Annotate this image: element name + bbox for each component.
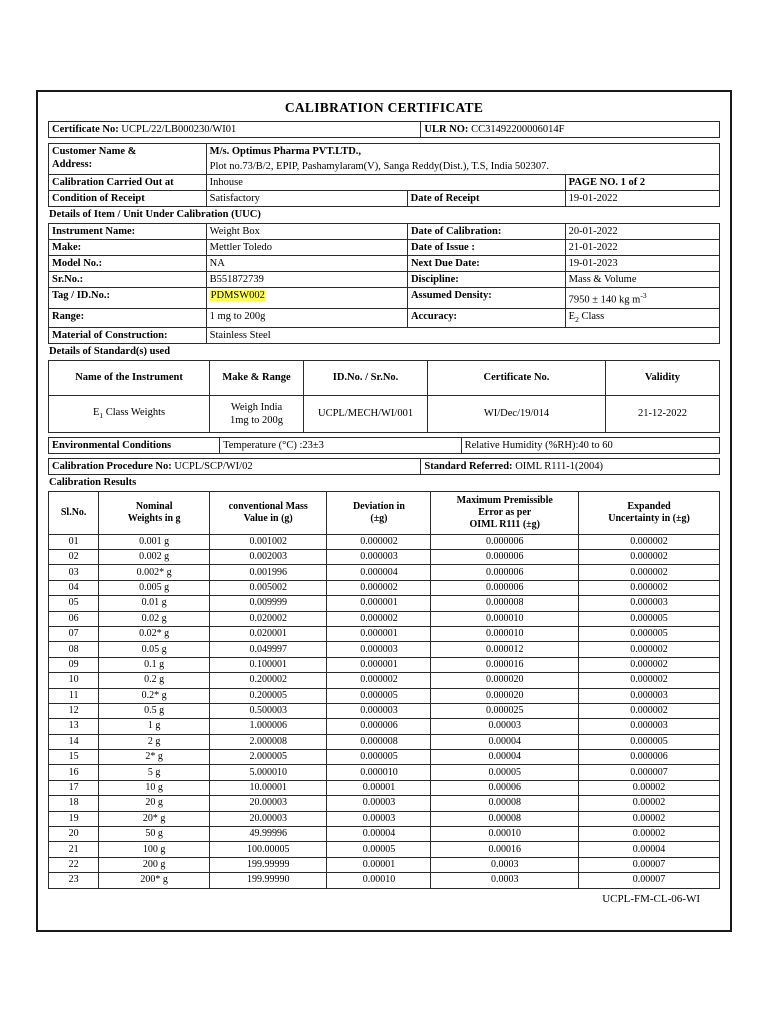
temperature-value: Temperature (°C) :23±3 xyxy=(220,437,462,453)
calibration-carried-out-value: Inhouse xyxy=(206,175,565,191)
results-sl-no: 23 xyxy=(49,873,99,888)
results-sl-no: 14 xyxy=(49,734,99,749)
results-column-header-line: Deviation in xyxy=(352,500,405,512)
results-expanded-uncertainty: 0.00002 xyxy=(579,811,720,826)
standards-column-header: Make & Range xyxy=(210,360,304,395)
results-column-header-line: Uncertainty in (±g) xyxy=(608,512,690,524)
standard-class-letter: E xyxy=(92,406,100,418)
date-of-receipt-value: 19-01-2022 xyxy=(565,191,719,207)
uuc-label-right: Accuracy: xyxy=(407,308,565,327)
results-nominal-weight: 0.02 g xyxy=(99,611,210,626)
results-deviation: 0.000003 xyxy=(327,703,431,718)
results-deviation: 0.000005 xyxy=(327,688,431,703)
standards-column-header: ID.No. / Sr.No. xyxy=(303,360,427,395)
results-nominal-weight: 0.1 g xyxy=(99,657,210,672)
standard-make-range xyxy=(210,395,304,432)
results-sl-no: 02 xyxy=(49,549,99,564)
environmental-conditions-label: Environmental Conditions xyxy=(49,437,220,453)
table-row xyxy=(49,240,720,256)
calibration-procedure-value: UCPL/SCP/WI/02 xyxy=(174,460,253,472)
results-column-header xyxy=(49,491,99,534)
certificate-number-table xyxy=(48,121,720,138)
results-max-permissible-error: 0.000020 xyxy=(431,673,579,688)
results-column-header xyxy=(99,491,210,534)
results-conventional-mass: 0.200005 xyxy=(210,688,327,703)
table-row xyxy=(49,191,720,207)
results-sl-no: 05 xyxy=(49,596,99,611)
customer-name-cell xyxy=(206,144,719,160)
results-sl-no: 22 xyxy=(49,857,99,872)
certificate-no-value: UCPL/22/LB000230/WI01 xyxy=(121,124,237,135)
table-row xyxy=(49,765,720,780)
standards-column-header: Validity xyxy=(605,360,719,395)
table-row xyxy=(49,780,720,795)
results-nominal-weight: 0.002* g xyxy=(99,565,210,580)
table-row xyxy=(49,534,720,549)
results-expanded-uncertainty: 0.000002 xyxy=(579,657,720,672)
uuc-value-right: Mass & Volume xyxy=(565,272,719,288)
uuc-table xyxy=(48,223,720,344)
table-row xyxy=(49,580,720,595)
results-conventional-mass: 199.99999 xyxy=(210,857,327,872)
table-row xyxy=(49,857,720,872)
uuc-value: Weight Box xyxy=(206,224,407,240)
results-conventional-mass: 5.000010 xyxy=(210,765,327,780)
results-max-permissible-error: 0.00005 xyxy=(431,765,579,780)
results-conventional-mass: 199.99990 xyxy=(210,873,327,888)
results-deviation: 0.000002 xyxy=(327,611,431,626)
results-section-title: Calibration Results xyxy=(49,476,137,488)
results-column-header xyxy=(327,491,431,534)
results-conventional-mass: 10.00001 xyxy=(210,780,327,795)
results-expanded-uncertainty: 0.000007 xyxy=(579,765,720,780)
results-sl-no: 11 xyxy=(49,688,99,703)
results-nominal-weight: 0.002 g xyxy=(99,549,210,564)
table-row xyxy=(49,224,720,240)
results-conventional-mass: 20.00003 xyxy=(210,811,327,826)
results-column-header xyxy=(579,491,720,534)
results-sl-no: 16 xyxy=(49,765,99,780)
results-nominal-weight: 0.5 g xyxy=(99,703,210,718)
uuc-label-right: Date of Calibration: xyxy=(407,224,565,240)
uuc-value-right: 20-01-2022 xyxy=(565,224,719,240)
standards-section-title: Details of Standard(s) used xyxy=(49,345,171,357)
results-sl-no: 03 xyxy=(49,565,99,580)
page-no-value: PAGE NO. 1 of 2 xyxy=(565,175,719,191)
results-column-header-line: Maximum Premissible xyxy=(456,494,553,506)
results-column-header-line: Weights in g xyxy=(127,512,181,524)
customer-name-label: Customer Name & xyxy=(52,146,137,157)
results-max-permissible-error: 0.000008 xyxy=(431,596,579,611)
results-nominal-weight: 0.05 g xyxy=(99,642,210,657)
calibration-results-table xyxy=(48,491,720,889)
results-sl-no: 12 xyxy=(49,703,99,718)
table-row xyxy=(49,734,720,749)
results-nominal-weight: 0.001 g xyxy=(99,534,210,549)
results-expanded-uncertainty: 0.000002 xyxy=(579,580,720,595)
results-nominal-weight: 0.005 g xyxy=(99,580,210,595)
results-deviation: 0.000002 xyxy=(327,580,431,595)
uuc-label-right: Date of Issue : xyxy=(407,240,565,256)
results-expanded-uncertainty: 0.00007 xyxy=(579,873,720,888)
results-conventional-mass: 0.020002 xyxy=(210,611,327,626)
results-sl-no: 20 xyxy=(49,827,99,842)
environmental-conditions-table xyxy=(48,437,720,454)
uuc-value: NA xyxy=(206,256,407,272)
calibration-procedure-cell xyxy=(49,458,421,474)
results-deviation: 0.000004 xyxy=(327,565,431,580)
results-expanded-uncertainty: 0.000003 xyxy=(579,596,720,611)
results-expanded-uncertainty: 0.000003 xyxy=(579,688,720,703)
results-max-permissible-error: 0.000016 xyxy=(431,657,579,672)
customer-address-cell xyxy=(206,159,719,175)
results-max-permissible-error: 0.000012 xyxy=(431,642,579,657)
table-row xyxy=(49,611,720,626)
results-conventional-mass: 2.000008 xyxy=(210,734,327,749)
certificate-page xyxy=(36,90,732,932)
calibration-carried-out-label: Calibration Carried Out at xyxy=(49,175,207,191)
assumed-density-value: 7950 ± 140 kg m xyxy=(568,294,641,306)
table-row xyxy=(49,288,720,309)
table-row xyxy=(49,458,720,474)
uuc-value-right: 19-01-2023 xyxy=(565,256,719,272)
results-deviation: 0.00004 xyxy=(327,827,431,842)
results-max-permissible-error: 0.000006 xyxy=(431,534,579,549)
assumed-density-exponent: -3 xyxy=(640,291,647,300)
table-row xyxy=(49,811,720,826)
table-row xyxy=(49,842,720,857)
uuc-label: Sr.No.: xyxy=(49,272,207,288)
results-deviation: 0.000003 xyxy=(327,642,431,657)
results-nominal-weight: 0.2 g xyxy=(99,673,210,688)
results-sl-no: 09 xyxy=(49,657,99,672)
results-nominal-weight: 0.01 g xyxy=(99,596,210,611)
results-column-header xyxy=(431,491,579,534)
table-header-row xyxy=(49,360,720,395)
uuc-label: Instrument Name: xyxy=(49,224,207,240)
results-conventional-mass: 0.005002 xyxy=(210,580,327,595)
table-row xyxy=(49,549,720,564)
results-deviation: 0.000008 xyxy=(327,734,431,749)
uuc-value: Mettler Toledo xyxy=(206,240,407,256)
accuracy-class-subscript: 2 xyxy=(575,314,579,324)
results-sl-no: 19 xyxy=(49,811,99,826)
results-nominal-weight: 20* g xyxy=(99,811,210,826)
results-column-header-line: Error as per xyxy=(478,506,532,518)
results-deviation: 0.000001 xyxy=(327,626,431,641)
results-max-permissible-error: 0.000020 xyxy=(431,688,579,703)
results-conventional-mass: 0.200002 xyxy=(210,673,327,688)
results-conventional-mass: 1.000006 xyxy=(210,719,327,734)
table-row xyxy=(49,437,720,453)
standard-class-suffix: Class Weights xyxy=(103,406,166,418)
results-sl-no: 13 xyxy=(49,719,99,734)
results-conventional-mass: 0.049997 xyxy=(210,642,327,657)
results-deviation: 0.000003 xyxy=(327,549,431,564)
condition-of-receipt-label: Condition of Receipt xyxy=(49,191,207,207)
calibration-procedure-label: Calibration Procedure No: xyxy=(52,460,172,472)
results-conventional-mass: 49.99996 xyxy=(210,827,327,842)
accuracy-class-letter: E xyxy=(568,310,576,322)
results-max-permissible-error: 0.00006 xyxy=(431,780,579,795)
uuc-label: Make: xyxy=(49,240,207,256)
standard-referred-cell xyxy=(421,458,720,474)
results-conventional-mass: 0.009999 xyxy=(210,596,327,611)
uuc-label-right: Assumed Density: xyxy=(407,288,565,309)
standards-column-header: Name of the Instrument xyxy=(49,360,210,395)
results-expanded-uncertainty: 0.000005 xyxy=(579,626,720,641)
results-max-permissible-error: 0.000006 xyxy=(431,580,579,595)
results-max-permissible-error: 0.00008 xyxy=(431,811,579,826)
table-row xyxy=(49,703,720,718)
results-expanded-uncertainty: 0.000006 xyxy=(579,750,720,765)
table-header-row xyxy=(49,491,720,534)
results-expanded-uncertainty: 0.000002 xyxy=(579,703,720,718)
results-deviation: 0.000002 xyxy=(327,673,431,688)
results-expanded-uncertainty: 0.000002 xyxy=(579,534,720,549)
results-max-permissible-error: 0.00003 xyxy=(431,719,579,734)
results-expanded-uncertainty: 0.000002 xyxy=(579,642,720,657)
results-max-permissible-error: 0.000025 xyxy=(431,703,579,718)
uuc-label-right: Next Due Date: xyxy=(407,256,565,272)
results-expanded-uncertainty: 0.000005 xyxy=(579,734,720,749)
standard-range: 1mg to 200g xyxy=(229,414,284,426)
results-nominal-weight: 200 g xyxy=(99,857,210,872)
procedure-table xyxy=(48,458,720,475)
results-nominal-weight: 200* g xyxy=(99,873,210,888)
table-row xyxy=(49,673,720,688)
results-sl-no: 21 xyxy=(49,842,99,857)
uuc-section-title: Details of Item / Unit Under Calibration (UUC) xyxy=(49,209,261,220)
results-deviation: 0.000010 xyxy=(327,765,431,780)
results-max-permissible-error: 0.00010 xyxy=(431,827,579,842)
results-column-header-line: (±g) xyxy=(370,512,388,524)
table-row xyxy=(49,719,720,734)
table-row xyxy=(49,873,720,888)
results-nominal-weight: 0.02* g xyxy=(99,626,210,641)
uuc-value: B551872739 xyxy=(206,272,407,288)
results-nominal-weight: 20 g xyxy=(99,796,210,811)
customer-address-value: Plot no.73/B/2, EPIP, Pashamylaram(V), Sanga Reddy(Dist.), T.S, India 502307. xyxy=(209,161,550,172)
form-code: UCPL-FM-CL-06-WI xyxy=(602,892,700,905)
page-title: CALIBRATION CERTIFICATE xyxy=(284,100,484,115)
table-row xyxy=(49,657,720,672)
uuc-value-right xyxy=(565,308,719,327)
uuc-value-right xyxy=(565,288,719,309)
certificate-no-label: Certificate No: xyxy=(52,124,119,135)
uuc-label: Material of Construction: xyxy=(49,327,207,343)
uuc-label: Model No.: xyxy=(49,256,207,272)
results-expanded-uncertainty: 0.000003 xyxy=(579,719,720,734)
results-nominal-weight: 2 g xyxy=(99,734,210,749)
results-max-permissible-error: 0.000010 xyxy=(431,626,579,641)
results-nominal-weight: 50 g xyxy=(99,827,210,842)
table-row xyxy=(49,175,720,191)
date-of-receipt-label: Date of Receipt xyxy=(407,191,565,206)
results-deviation: 0.000002 xyxy=(327,534,431,549)
ulr-no-label: ULR NO: xyxy=(424,124,469,135)
results-sl-no: 04 xyxy=(49,580,99,595)
results-sl-no: 10 xyxy=(49,673,99,688)
standard-validity: 21-12-2022 xyxy=(605,395,719,432)
results-column-header-line: Expanded xyxy=(627,500,671,512)
results-expanded-uncertainty: 0.00002 xyxy=(579,796,720,811)
table-row xyxy=(49,144,720,160)
standard-make: Weigh India xyxy=(230,401,283,413)
results-max-permissible-error: 0.00004 xyxy=(431,734,579,749)
results-nominal-weight: 0.2* g xyxy=(99,688,210,703)
uuc-label: Range: xyxy=(49,308,207,327)
customer-label-cell xyxy=(49,144,207,175)
results-expanded-uncertainty: 0.00002 xyxy=(579,827,720,842)
results-expanded-uncertainty: 0.00007 xyxy=(579,857,720,872)
results-nominal-weight: 5 g xyxy=(99,765,210,780)
results-sl-no: 06 xyxy=(49,611,99,626)
results-deviation: 0.000001 xyxy=(327,596,431,611)
customer-name-value: M/s. Optimus Pharma PVT.LTD., xyxy=(209,146,362,157)
results-max-permissible-error: 0.00008 xyxy=(431,796,579,811)
condition-of-receipt-value: Satisfactory xyxy=(209,193,260,204)
table-row xyxy=(49,642,720,657)
results-conventional-mass: 100.00005 xyxy=(210,842,327,857)
customer-table xyxy=(48,143,720,207)
results-max-permissible-error: 0.00016 xyxy=(431,842,579,857)
results-conventional-mass: 0.001002 xyxy=(210,534,327,549)
results-max-permissible-error: 0.000010 xyxy=(431,611,579,626)
table-row xyxy=(49,827,720,842)
results-conventional-mass: 0.002003 xyxy=(210,549,327,564)
tag-id-highlighted-value: PDMSW002 xyxy=(210,290,265,301)
standard-class-subscript: 1 xyxy=(99,410,104,420)
results-nominal-weight: 2* g xyxy=(99,750,210,765)
results-column-header xyxy=(210,491,327,534)
ulr-no-value: CC31492200006014F xyxy=(471,124,565,135)
uuc-label: Tag / ID.No.: xyxy=(49,288,207,309)
standards-table xyxy=(48,360,720,433)
results-column-header-line: Nominal xyxy=(135,500,173,512)
results-expanded-uncertainty: 0.00002 xyxy=(579,780,720,795)
standard-instrument-name xyxy=(49,395,210,432)
table-row xyxy=(49,626,720,641)
table-row xyxy=(49,308,720,327)
standard-id-no: UCPL/MECH/WI/001 xyxy=(303,395,427,432)
uuc-label-right: Discipline: xyxy=(407,272,565,288)
results-expanded-uncertainty: 0.000002 xyxy=(579,565,720,580)
table-row xyxy=(49,327,720,343)
standards-column-header: Certificate No. xyxy=(428,360,606,395)
results-max-permissible-error: 0.000006 xyxy=(431,565,579,580)
certificate-no-cell xyxy=(49,122,421,138)
results-conventional-mass: 0.500003 xyxy=(210,703,327,718)
table-row xyxy=(49,596,720,611)
results-nominal-weight: 100 g xyxy=(99,842,210,857)
uuc-value-right: 21-01-2022 xyxy=(565,240,719,256)
standard-referred-label: Standard Referred: xyxy=(424,460,513,472)
results-expanded-uncertainty: 0.000005 xyxy=(579,611,720,626)
results-max-permissible-error: 0.0003 xyxy=(431,873,579,888)
table-row xyxy=(49,796,720,811)
results-sl-no: 18 xyxy=(49,796,99,811)
results-deviation: 0.000001 xyxy=(327,657,431,672)
results-max-permissible-error: 0.00004 xyxy=(431,750,579,765)
results-column-header-line: conventional Mass xyxy=(228,500,308,512)
results-deviation: 0.00005 xyxy=(327,842,431,857)
results-column-header-line: Sl.No. xyxy=(60,506,87,518)
uuc-value: Stainless Steel xyxy=(206,327,719,343)
results-sl-no: 01 xyxy=(49,534,99,549)
accuracy-class-suffix: Class xyxy=(578,310,605,322)
results-conventional-mass: 0.001996 xyxy=(210,565,327,580)
table-row xyxy=(49,272,720,288)
results-deviation: 0.00003 xyxy=(327,811,431,826)
results-deviation: 0.00001 xyxy=(327,857,431,872)
results-column-header-line: OIML R111 (±g) xyxy=(469,518,540,530)
results-sl-no: 15 xyxy=(49,750,99,765)
results-conventional-mass: 0.100001 xyxy=(210,657,327,672)
table-row xyxy=(49,565,720,580)
ulr-no-cell xyxy=(421,122,720,138)
results-sl-no: 17 xyxy=(49,780,99,795)
results-conventional-mass: 20.00003 xyxy=(210,796,327,811)
results-column-header-line: Value in (g) xyxy=(243,512,293,524)
table-row xyxy=(49,750,720,765)
results-expanded-uncertainty: 0.00004 xyxy=(579,842,720,857)
results-expanded-uncertainty: 0.000002 xyxy=(579,549,720,564)
results-sl-no: 08 xyxy=(49,642,99,657)
table-row xyxy=(49,395,720,432)
results-conventional-mass: 0.020001 xyxy=(210,626,327,641)
customer-address-label: Address: xyxy=(52,159,93,170)
uuc-value: 1 mg to 200g xyxy=(206,308,407,327)
results-expanded-uncertainty: 0.000002 xyxy=(579,673,720,688)
table-row xyxy=(49,256,720,272)
table-row xyxy=(49,122,720,138)
humidity-value: Relative Humidity (%RH):40 to 60 xyxy=(461,437,719,453)
results-nominal-weight: 1 g xyxy=(99,719,210,734)
standard-referred-value: OIML R111-1(2004) xyxy=(515,460,603,472)
uuc-value xyxy=(206,288,407,309)
results-max-permissible-error: 0.0003 xyxy=(431,857,579,872)
results-sl-no: 07 xyxy=(49,626,99,641)
condition-receipt-split-cell xyxy=(206,191,565,207)
results-conventional-mass: 2.000005 xyxy=(210,750,327,765)
results-max-permissible-error: 0.000006 xyxy=(431,549,579,564)
results-deviation: 0.00003 xyxy=(327,796,431,811)
standard-certificate-no: WI/Dec/19/014 xyxy=(428,395,606,432)
results-deviation: 0.000005 xyxy=(327,750,431,765)
results-nominal-weight: 10 g xyxy=(99,780,210,795)
table-row xyxy=(49,688,720,703)
results-deviation: 0.000006 xyxy=(327,719,431,734)
results-deviation: 0.00001 xyxy=(327,780,431,795)
results-deviation: 0.00010 xyxy=(327,873,431,888)
